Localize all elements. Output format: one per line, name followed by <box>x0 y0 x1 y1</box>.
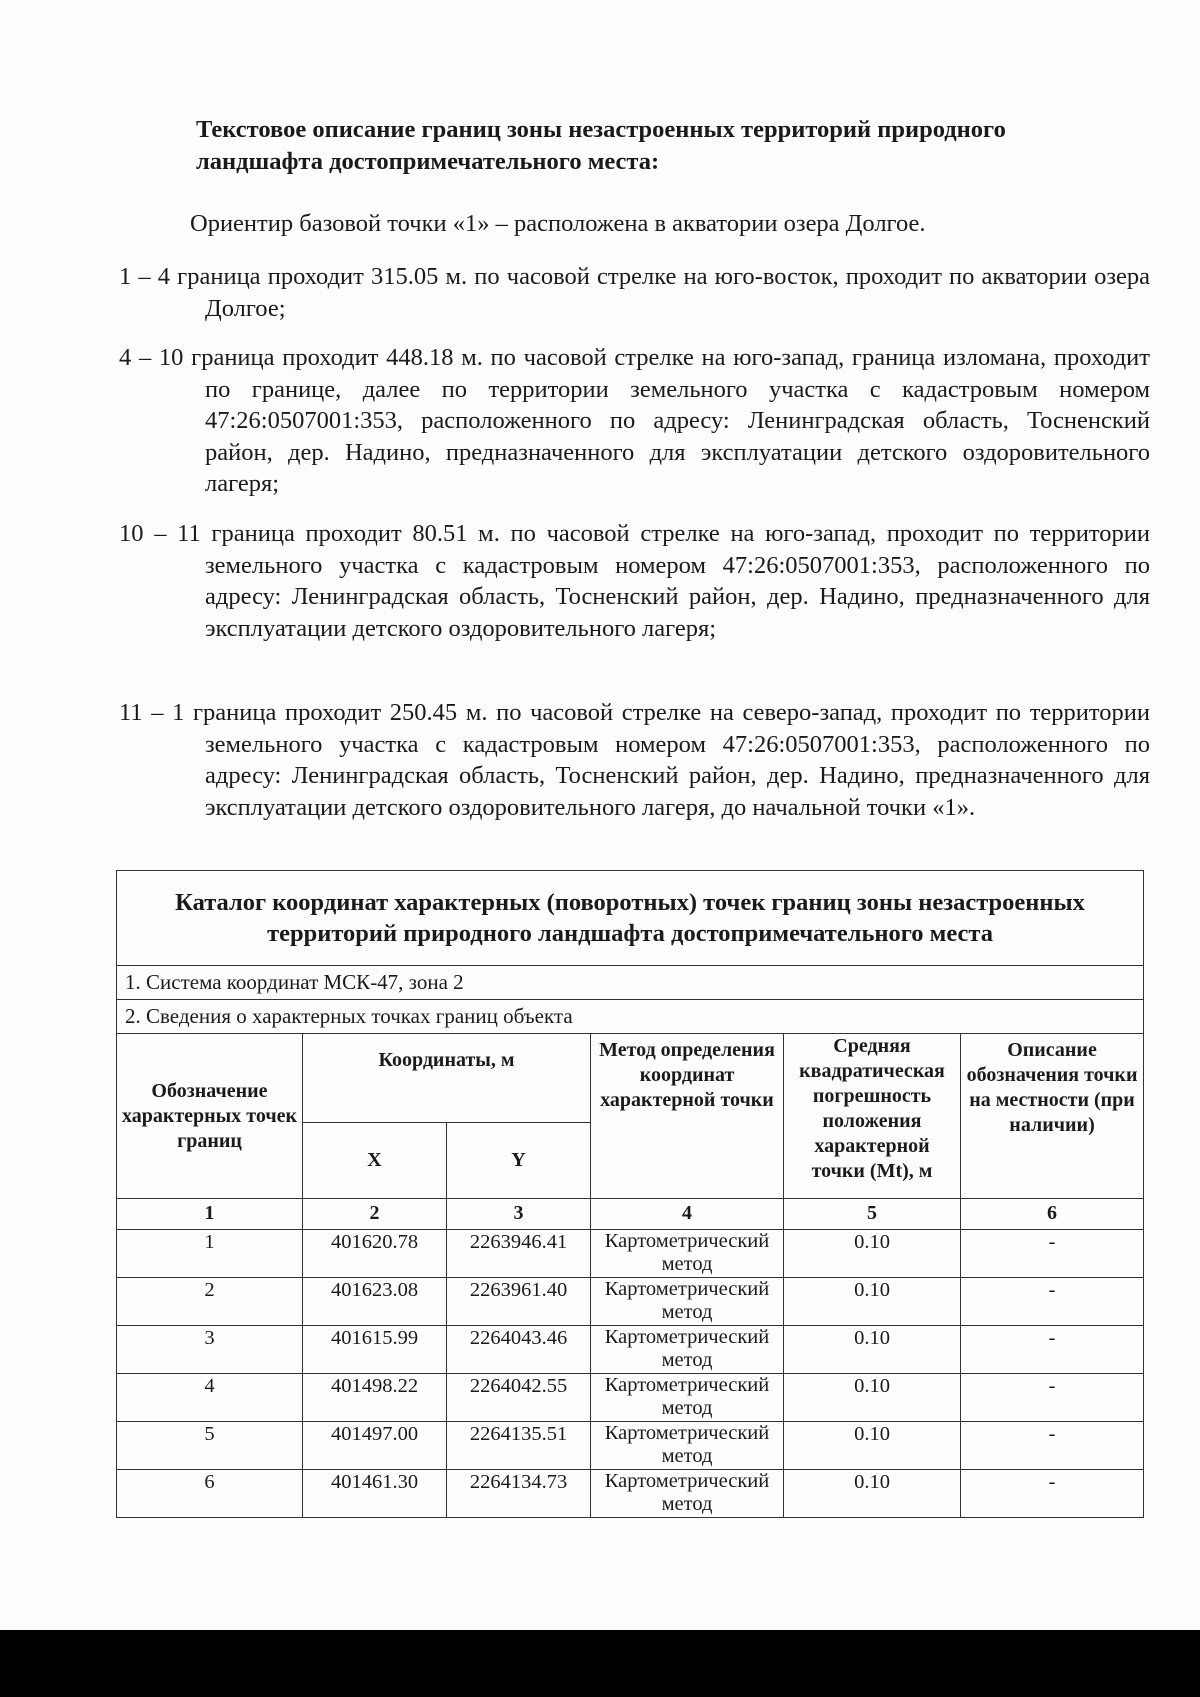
column-number: 6 <box>961 1199 1144 1230</box>
points-info: 2. Сведения о характерных точках границ объекта <box>117 1000 1144 1034</box>
point-description: - <box>961 1230 1144 1278</box>
segment-text: 1 – 4 граница проходит 315.05 м. по часовой стрелке на юго-восток, проходит по акватории озера Долгое; <box>119 263 1150 322</box>
coord-x: 401623.08 <box>303 1278 447 1326</box>
coord-x: 401620.78 <box>303 1230 447 1278</box>
boundary-segment-4-10 <box>119 342 1150 500</box>
boundary-segment-10-11 <box>119 518 1150 644</box>
header-designation: Обозначение характерных точек границ <box>117 1034 303 1199</box>
header-method: Метод определения координат характерной точки <box>591 1034 784 1199</box>
mean-error: 0.10 <box>784 1422 961 1470</box>
table-row <box>117 1278 1144 1326</box>
table-caption: Каталог координат характерных (поворотных) точек границ зоны незастроенных территорий природного ландшафта достопримечательного места <box>117 871 1144 966</box>
method: Картометрический метод <box>591 1326 784 1374</box>
table-row <box>117 1230 1144 1278</box>
method: Картометрический метод <box>591 1278 784 1326</box>
column-number: 5 <box>784 1199 961 1230</box>
column-number: 4 <box>591 1199 784 1230</box>
column-number: 2 <box>303 1199 447 1230</box>
point-number: 5 <box>117 1422 303 1470</box>
header-coordinates: Координаты, м <box>303 1034 591 1123</box>
point-description: - <box>961 1374 1144 1422</box>
coord-x: 401498.22 <box>303 1374 447 1422</box>
coord-x: 401461.30 <box>303 1470 447 1518</box>
base-point-orientation: Ориентир базовой точки «1» – расположена в акватории озера Долгое. <box>190 210 926 237</box>
mean-error: 0.10 <box>784 1230 961 1278</box>
method: Картометрический метод <box>591 1374 784 1422</box>
coord-y: 2264043.46 <box>447 1326 591 1374</box>
header-x: X <box>303 1123 447 1199</box>
coord-y: 2264042.55 <box>447 1374 591 1422</box>
table-row <box>117 1470 1144 1518</box>
column-number: 1 <box>117 1199 303 1230</box>
coordinate-system: 1. Система координат МСК-47, зона 2 <box>117 966 1144 1000</box>
header-y: Y <box>447 1123 591 1199</box>
mean-error: 0.10 <box>784 1326 961 1374</box>
boundary-segment-1-4 <box>119 261 1150 324</box>
point-number: 4 <box>117 1374 303 1422</box>
mean-error: 0.10 <box>784 1470 961 1518</box>
coordinates-catalog-table <box>116 870 1144 1518</box>
method: Картометрический метод <box>591 1470 784 1518</box>
column-number: 3 <box>447 1199 591 1230</box>
coord-x: 401497.00 <box>303 1422 447 1470</box>
header-description: Описание обозначения точки на местности (при наличии) <box>961 1034 1144 1199</box>
segment-text: 11 – 1 граница проходит 250.45 м. по часовой стрелке на северо-запад, проходит по территории земельного участка с кадастровым номером 47:26:0507001:353, расположенного по адресу: Ленинградская область, Тосненский район, дер. Надино, предназначенного для эксплуатации детского оздоровительного лагеря, до начальной точки «1». <box>119 699 1150 821</box>
point-description: - <box>961 1422 1144 1470</box>
table-row <box>117 1422 1144 1470</box>
point-description: - <box>961 1470 1144 1518</box>
header-error: Средняя квадратическая погрешность положения характерной точки (Mt), м <box>784 1034 961 1199</box>
mean-error: 0.10 <box>784 1278 961 1326</box>
coord-x: 401615.99 <box>303 1326 447 1374</box>
coord-y: 2263946.41 <box>447 1230 591 1278</box>
table-row <box>117 1374 1144 1422</box>
point-number: 2 <box>117 1278 303 1326</box>
page-title: Текстовое описание границ зоны незастроенных территорий природного ландшафта достопримечательного места: <box>196 116 1006 175</box>
coord-y: 2264134.73 <box>447 1470 591 1518</box>
point-number: 1 <box>117 1230 303 1278</box>
method: Картометрический метод <box>591 1230 784 1278</box>
coord-y: 2263961.40 <box>447 1278 591 1326</box>
segment-text: 4 – 10 граница проходит 448.18 м. по часовой стрелке на юго-запад, граница изломана, проходит по границе, далее по территории земельного участка с кадастровым номером 47:26:0507001:353, расположенного по адресу: Ленинградская область, Тосненский район, дер. Надино, предназначенного для эксплуатации детского оздоровительного лагеря; <box>119 344 1150 497</box>
table-row <box>117 1326 1144 1374</box>
point-number: 6 <box>117 1470 303 1518</box>
method: Картометрический метод <box>591 1422 784 1470</box>
point-number: 3 <box>117 1326 303 1374</box>
point-description: - <box>961 1326 1144 1374</box>
point-description: - <box>961 1278 1144 1326</box>
mean-error: 0.10 <box>784 1374 961 1422</box>
segment-text: 10 – 11 граница проходит 80.51 м. по часовой стрелке на юго-запад, проходит по территории земельного участка с кадастровым номером 47:26:0507001:353, расположенного по адресу: Ленинградская область, Тосненский район, дер. Надино, предназначенного для эксплуатации детского оздоровительного лагеря; <box>119 520 1150 642</box>
boundary-segment-11-1 <box>119 697 1150 823</box>
scan-border <box>0 1630 1200 1697</box>
coord-y: 2264135.51 <box>447 1422 591 1470</box>
